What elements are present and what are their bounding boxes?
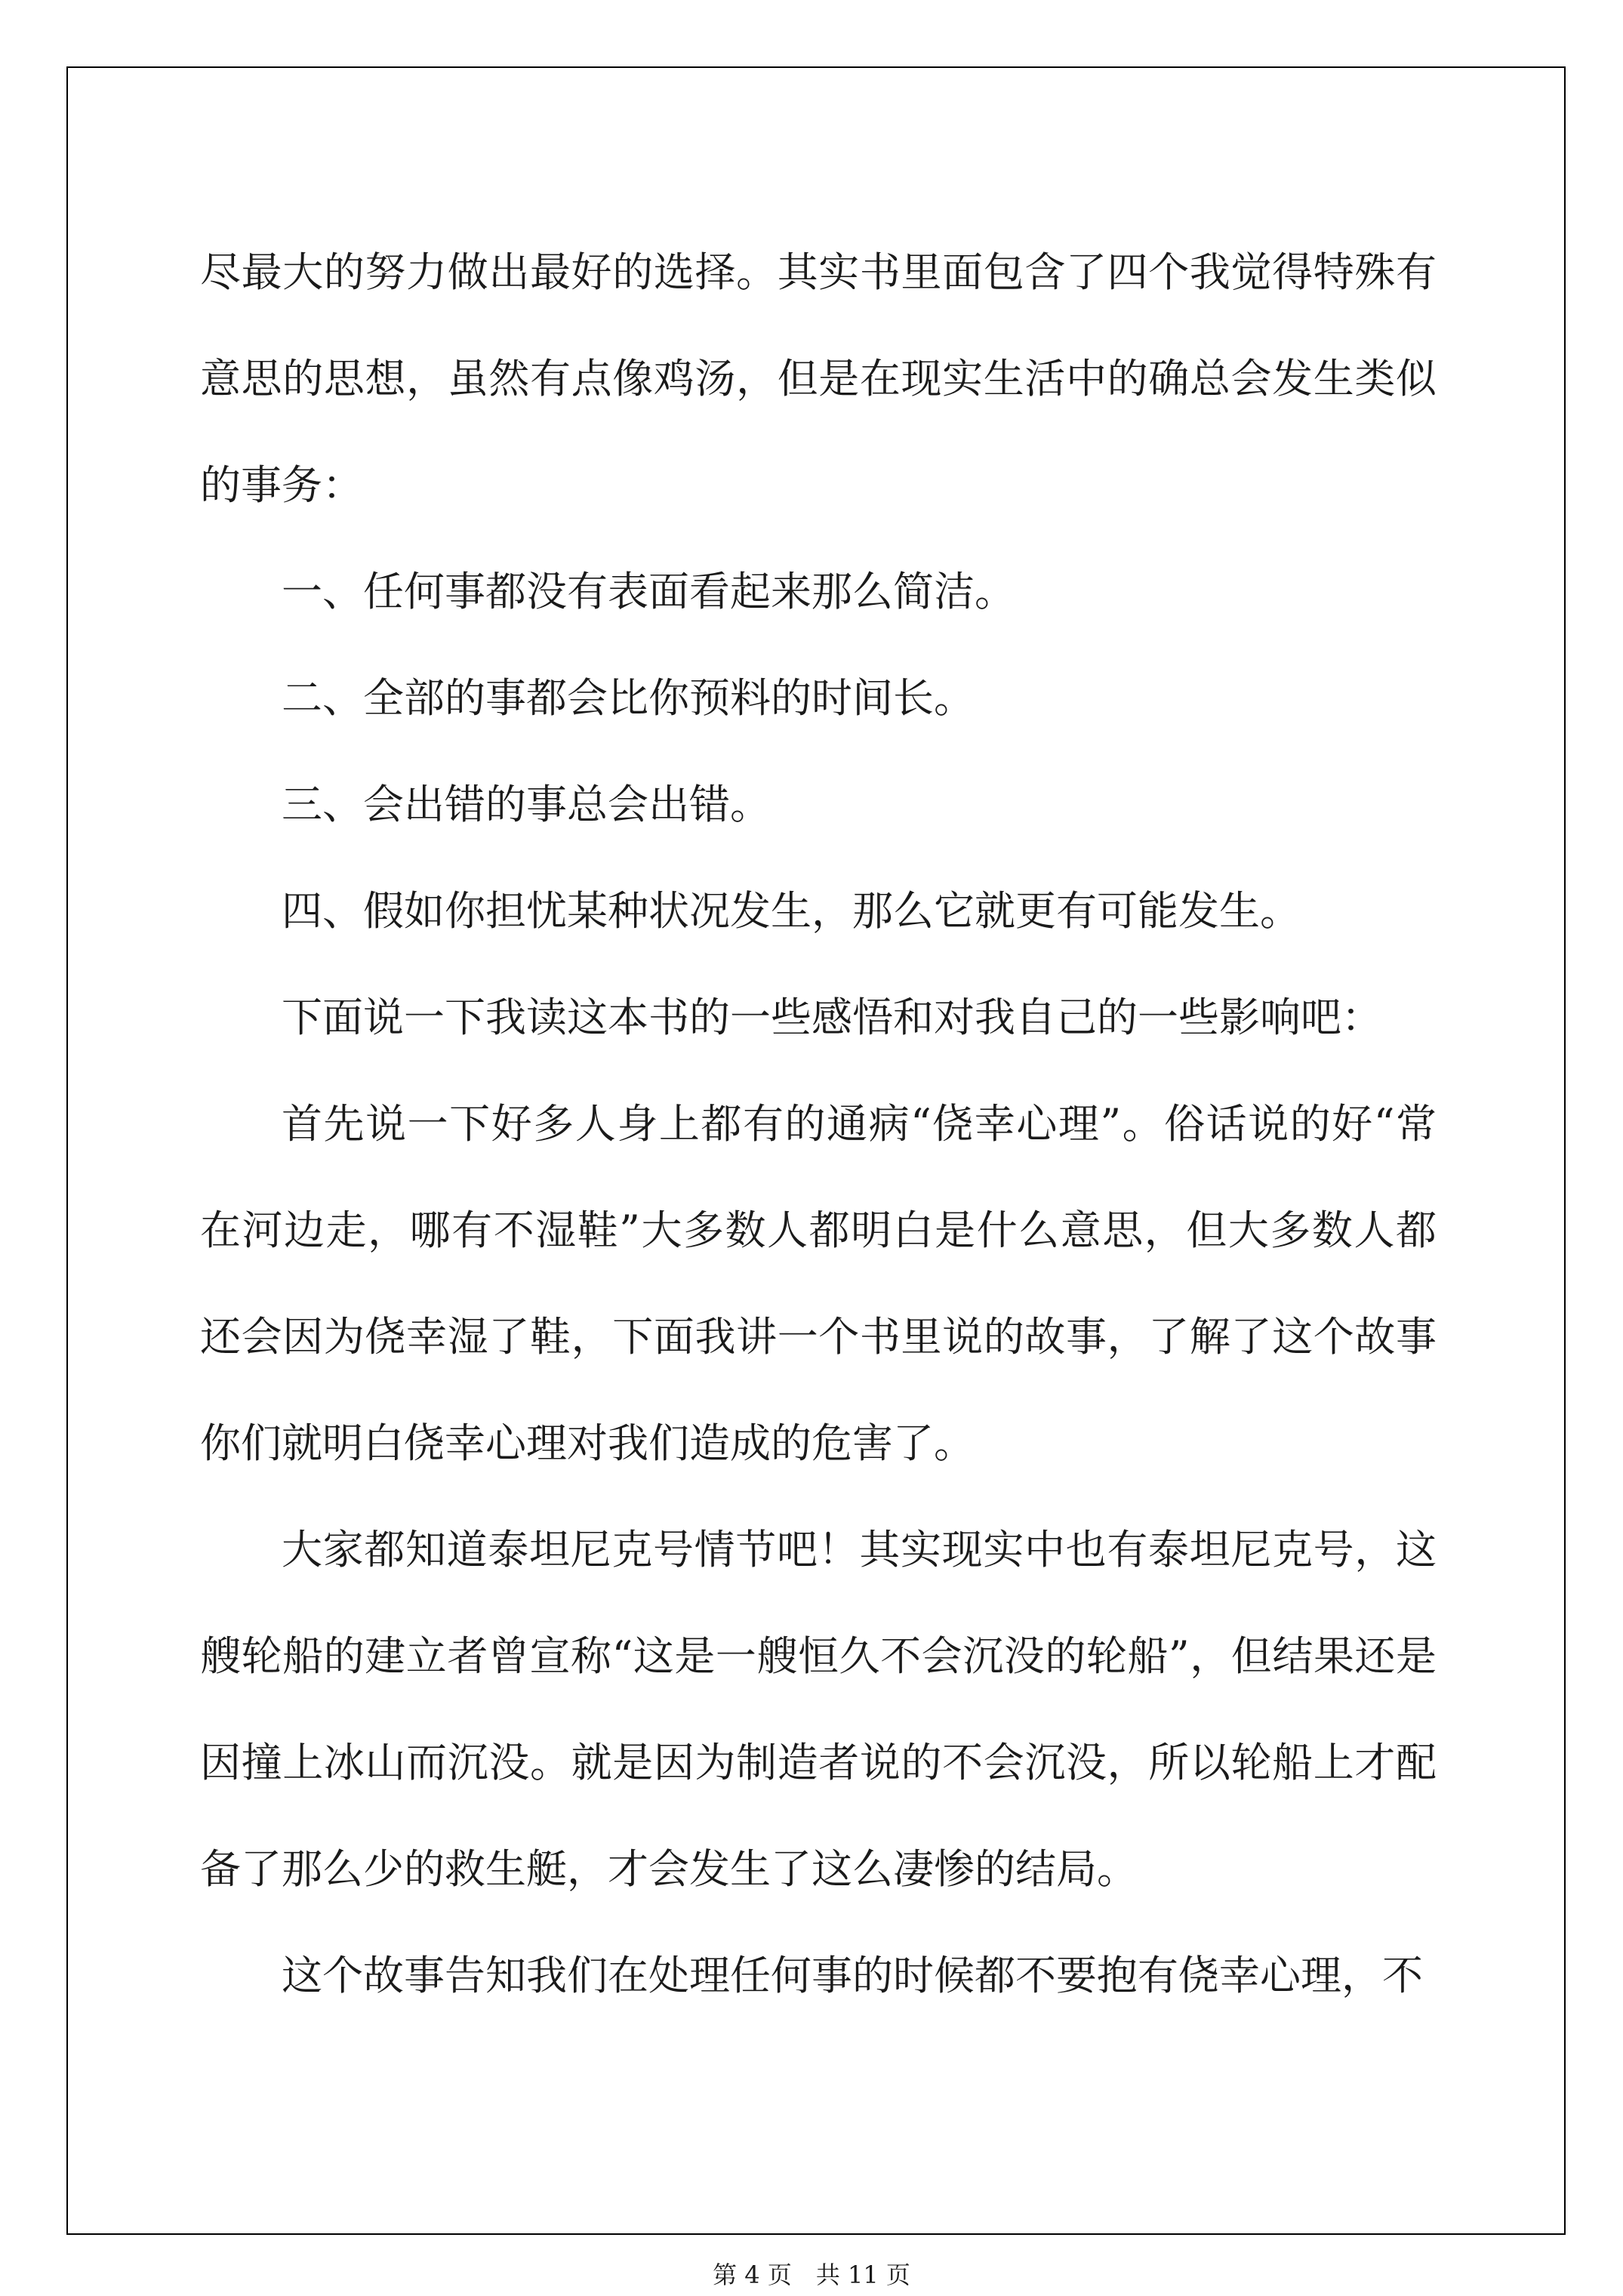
paragraph: 大家都知道泰坦尼克号情节吧！其实现实中也有泰坦尼克号，这艘轮船的建立者曾宣称“这是一艘恒久不会沉没的轮船”，但结果还是因撞上冰山而沉没。就是因为制造者说的不会沉没，所以轮船上才配备了那么少的救生艇，才会发生了这么凄惨的结局。 — [200, 1526, 1437, 1893]
paragraph: 首先说一下好多人身上都有的通病“侥幸心理”。俗话说的好“常在河边走，哪有不湿鞋”大多数人都明白是什么意思，但大多数人都还会因为侥幸湿了鞋，下面我讲一个书里说的故事，了解了这个故事你们就明白侥幸心理对我们造成的危害了。 — [200, 1100, 1437, 1467]
document-body — [200, 219, 1437, 2029]
paragraph: 三、会出错的事总会出错。 — [282, 781, 771, 828]
paragraph: 二、全部的事都会比你预料的时间长。 — [282, 674, 975, 722]
paragraph: 下面说一下我读这本书的一些感悟和对我自己的一些影响吧： — [282, 994, 1382, 1041]
paragraph: 四、假如你担忧某种状况发生，那么它就更有可能发生。 — [282, 887, 1301, 935]
paragraph: 尽最大的努力做出最好的选择。其实书里面包含了四个我觉得特殊有意思的思想，虽然有点像鸡汤，但是在现实生活中的确总会发生类似的事务： — [200, 248, 1437, 509]
page-number-footer: 第 4 页 共 11 页 — [713, 2261, 910, 2289]
paragraph: 一、任何事都没有表面看起来那么简洁。 — [282, 568, 1015, 615]
paragraph: 这个故事告知我们在处理任何事的时候都不要抱有侥幸心理，不 — [282, 1952, 1423, 1999]
